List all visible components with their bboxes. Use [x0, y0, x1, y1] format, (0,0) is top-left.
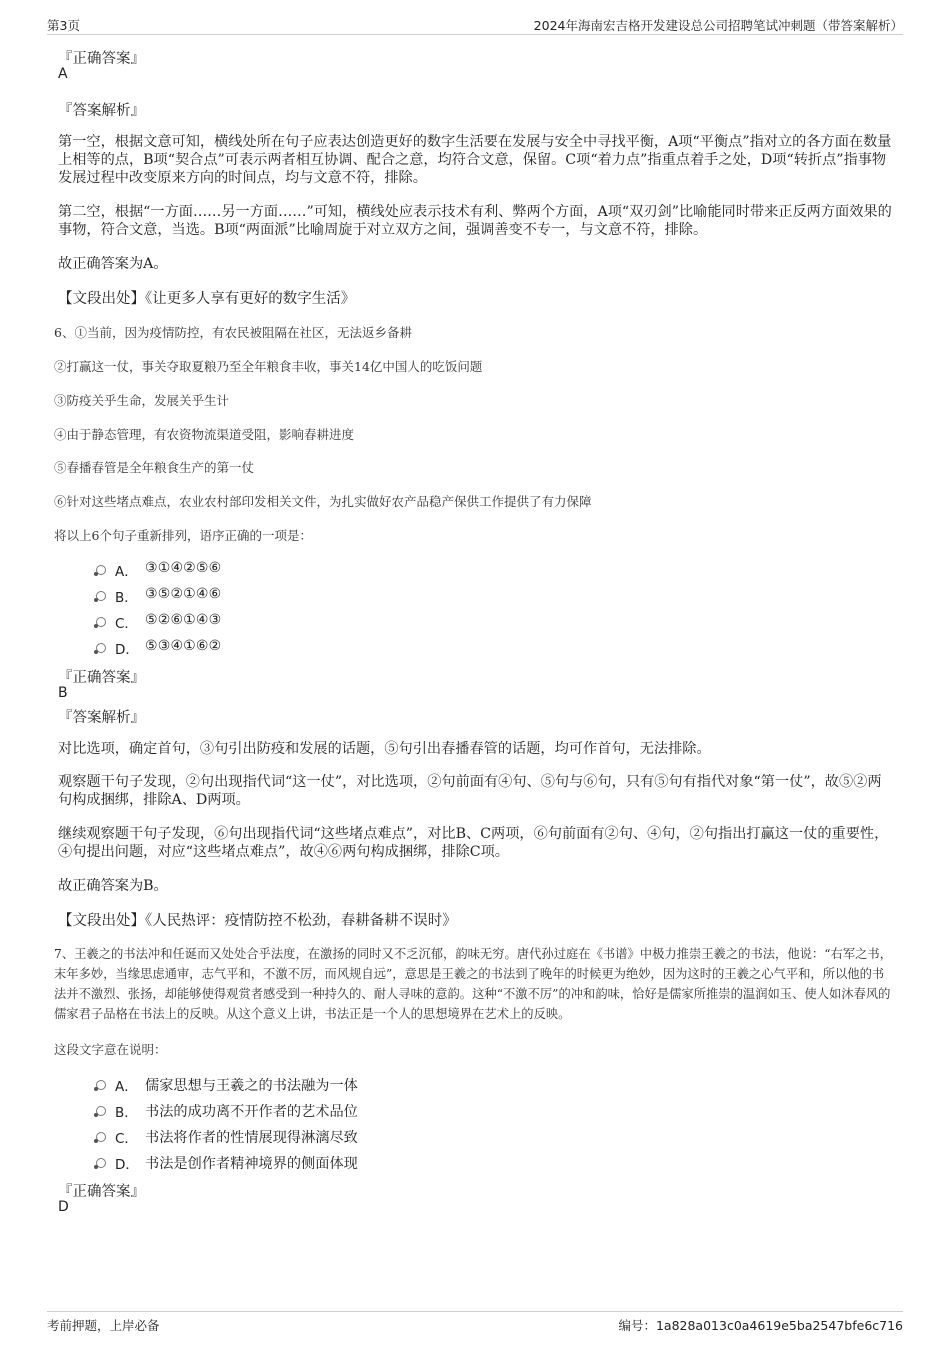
answer-value: D [58, 1199, 69, 1215]
question-prompt: 这段文字意在说明： [54, 1042, 167, 1057]
question-stem-line: ③防疫关乎生命，发展关乎生计 [54, 393, 230, 408]
option-letter: C． [115, 616, 138, 632]
question-stem-line: ⑤春播春管是全年粮食生产的第一仗 [54, 460, 255, 475]
option-letter: A． [115, 564, 138, 580]
radio-icon[interactable] [96, 617, 106, 627]
answer-value: B [58, 685, 68, 701]
question-stem-line: 6、①当前，因为疫情防控，有农民被阻隔在社区，无法返乡备耕 [54, 325, 412, 340]
option-text: 书法的成功离不开作者的艺术品位 [145, 1104, 358, 1120]
analysis-paragraph: 第一空，根据文意可知，横线处所在句子应表达创造更好的数字生活要在发展与安全中寻找平衡，A项“平衡点”指对立的各方面在数量上相等的点，B项“契合点”可表示两者相互协调、配合之意，均符合文意，保留。C项“着力点”指重点着手之处，D项“转折点”指事物发展过程中改变原来方向的时间点，均与文意不符，排除。 [58, 134, 892, 186]
option-letter: C． [115, 1131, 138, 1147]
radio-icon[interactable] [96, 1158, 106, 1168]
source-citation: 【文段出处】《让更多人享有更好的数字生活》 [58, 291, 356, 307]
footer-slogan: 考前押题，上岸必备 [47, 1318, 160, 1333]
option-text: ③⑤②①④⑥ [145, 586, 222, 602]
answer-value: A [58, 66, 68, 82]
analysis-paragraph: 继续观察题干句子发现，⑥句出现指代词“这些堵点难点”，对比B、C两项，⑥句前面有②句、④句，②句指出打赢这一仗的重要性，④句提出问题，对应“这些堵点难点”，故④⑥两句构成捆绑，排除C项。 [58, 826, 889, 860]
question-stem-line: ②打赢这一仗，事关夺取夏粮乃至全年粮食丰收，事关14亿中国人的吃饭问题 [54, 359, 483, 374]
answer-label: 『正确答案』 [58, 51, 145, 67]
analysis-conclusion: 故正确答案为A。 [58, 256, 168, 272]
answer-label: 『正确答案』 [58, 670, 145, 686]
question-stem-line: ④由于静态管理，有农资物流渠道受阻，影响春耕进度 [54, 427, 355, 442]
option-text: ⑤②⑥①④③ [145, 612, 222, 628]
source-citation: 【文段出处】《人民热评：疫情防控不松劲，春耕备耕不误时》 [58, 913, 457, 929]
analysis-paragraph: 第二空，根据“一方面……另一方面……”可知，横线处应表示技术有利、弊两个方面，A项“双刃剑”比喻能同时带来正反两方面效果的事物，符合文意，当选。B项“两面派”比喻周旋于对立双方之间，强调善变不专一，与文意不符，排除。 [58, 204, 892, 238]
question-prompt: 将以上6个句子重新排列，语序正确的一项是： [54, 528, 312, 543]
question-stem-line: ⑥针对这些堵点难点，农业农村部印发相关文件，为扎实做好农产品稳产保供工作提供了有力保障 [54, 494, 592, 509]
radio-icon[interactable] [96, 1080, 106, 1090]
document-id: 编号：1a828a013c0a4619e5ba2547bfe6c716 [618, 1318, 903, 1333]
radio-icon[interactable] [96, 565, 106, 575]
analysis-label: 『答案解析』 [58, 103, 145, 119]
radio-icon[interactable] [96, 1106, 106, 1116]
option-letter: A． [115, 1079, 138, 1095]
analysis-paragraph: 观察题干句子发现，②句出现指代词“这一仗”，对比选项，②句前面有④句、⑤句与⑥句，只有⑤句有指代对象“第一仗”，故⑤②两句构成捆绑，排除A、D两项。 [58, 774, 882, 808]
option-letter: B． [115, 590, 138, 606]
document-title: 2024年海南宏吉格开发建设总公司招聘笔试冲刺题（带答案解析） [533, 18, 903, 33]
answer-label: 『正确答案』 [58, 1184, 145, 1200]
option-text: 书法是创作者精神境界的侧面体现 [145, 1156, 358, 1172]
option-letter: D． [115, 642, 139, 658]
option-text: ③①④②⑤⑥ [145, 560, 222, 576]
option-text: 儒家思想与王羲之的书法融为一体 [145, 1078, 358, 1094]
page-number: 第3页 [47, 18, 80, 33]
option-letter: B． [115, 1105, 138, 1121]
option-letter: D． [115, 1157, 139, 1173]
radio-icon[interactable] [96, 1132, 106, 1142]
page-header [47, 12, 903, 35]
option-text: 书法将作者的性情展现得淋漓尽致 [145, 1130, 358, 1146]
analysis-paragraph: 对比选项，确定首句，③句引出防疫和发展的话题，⑤句引出春播春管的话题，均可作首句，无法排除。 [58, 741, 711, 757]
radio-icon[interactable] [96, 643, 106, 653]
radio-icon[interactable] [96, 591, 106, 601]
question-stem: 7、王羲之的书法冲和任诞而又处处合乎法度，在激扬的同时又不乏沉郁，韵味无穷。唐代孙过庭在《书谱》中极力推崇王羲之的书法，他说：“右军之书，末年多妙，当缘思虑通审，志气平和，不激不厉，而风规自远”，意思是王羲之的书法到了晚年的时候更为绝妙，因为这时的王羲之心气平和，所以他的书法并不激烈、张扬，却能够使得观赏者感受到一种持久的、耐人寻味的意韵。这种“不激不厉”的冲和韵味，恰好是儒家所推崇的温润如玉、使人如沐春风的儒家君子品格在书法上的反映。从这个意义上讲，书法正是一个人的思想境界在艺术上的反映。 [54, 947, 893, 1021]
option-text: ⑤③④①⑥② [145, 638, 222, 654]
analysis-label: 『答案解析』 [58, 710, 145, 726]
analysis-conclusion: 故正确答案为B。 [58, 878, 168, 894]
page-footer [47, 1311, 903, 1338]
